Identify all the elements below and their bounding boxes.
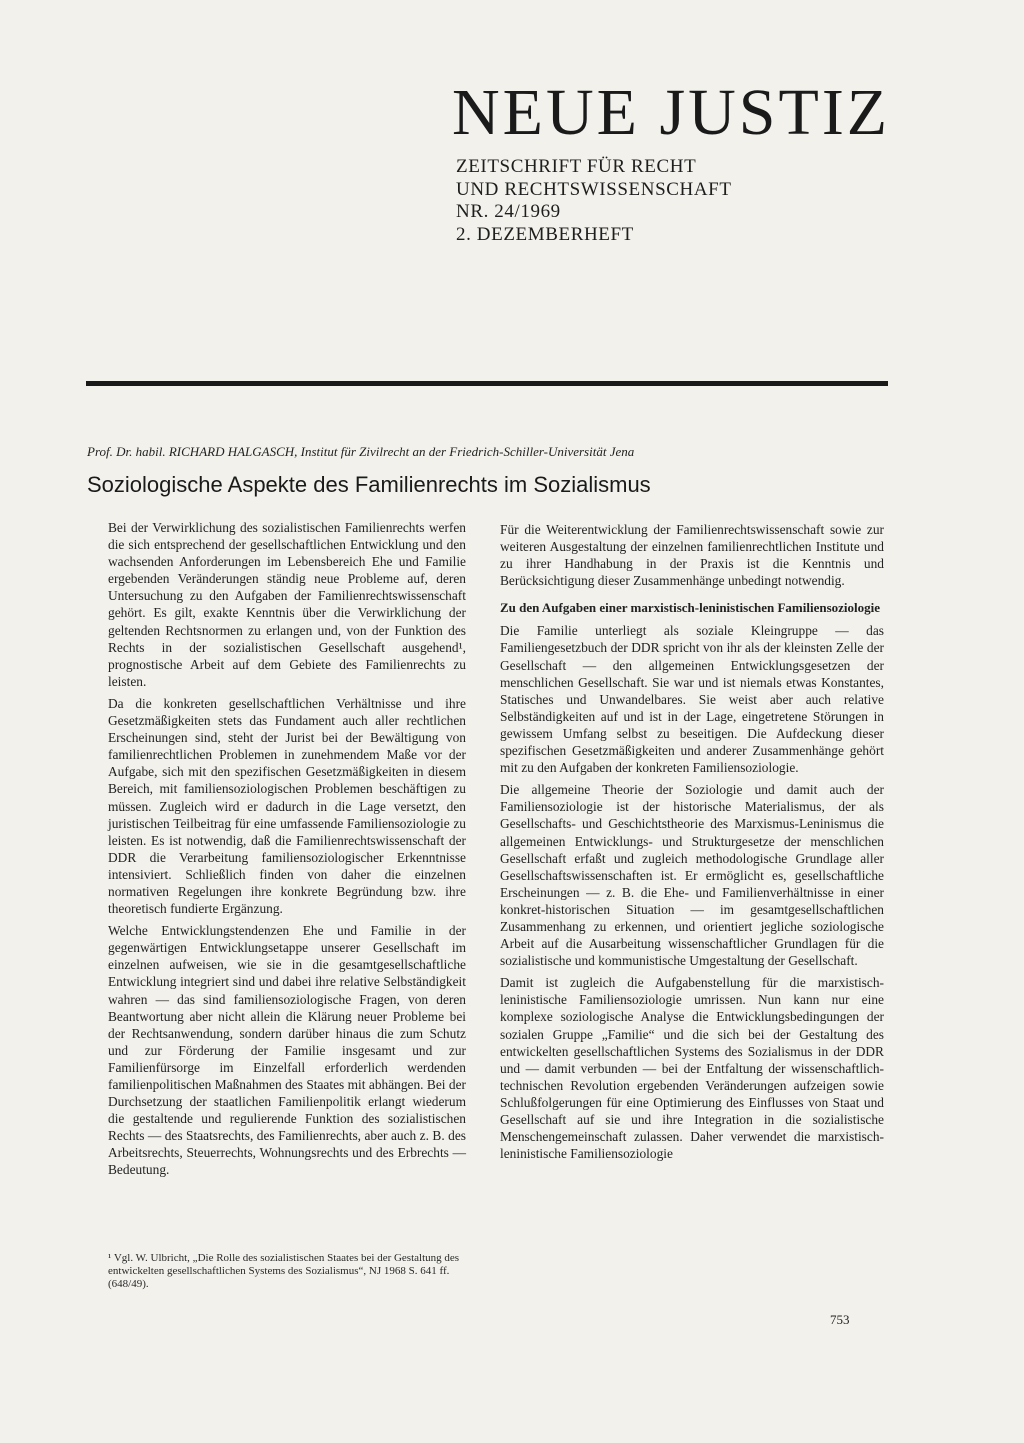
paragraph: Die Familie unterliegt als soziale Kleingruppe — das Familiengesetzbuch der DDR spricht von ihr als der kleinsten Zelle der Gesellschaft — den allgemeinen Entwicklungsgesetzen der menschlichen Gesellschaft. Sie war und ist niemals etwas Konstantes, Statisches und Unwandelbares. Sie weist aber auch relative Selbständigkeiten auf und ist in der Lage, eingetretene Störungen in gewissem Umfang selbst zu beseitigen. Die Aufdeckung dieser spezifischen Gesetzmäßigkeiten und anderer Zusammenhänge gehört mit zu den Aufgaben der konkreten Familiensoziologie.	[500, 623, 884, 776]
left-column	[108, 519, 466, 1184]
author-byline: Prof. Dr. habil. RICHARD HALGASCH, Institut für Zivilrecht an der Friedrich-Schiller-Universität Jena	[87, 444, 635, 459]
subtitle-line-2: UND RECHTSWISSENSCHAFT	[456, 178, 732, 200]
issue-number: NR. 24/1969	[456, 201, 561, 222]
edition-label: 2. DEZEMBERHEFT	[456, 223, 634, 245]
section-heading: Zu den Aufgaben einer marxistisch-leninistischen Familiensoziologie	[500, 600, 881, 616]
page-number: 753	[830, 1312, 850, 1327]
paragraph: Die allgemeine Theorie der Soziologie und damit auch der Familiensoziologie ist der historische Materialismus, der als Gesellschafts- und Geschichtstheorie des Marxismus-Leninismus die allgemeinen Entwicklungs- und Strukturgesetze der menschlichen Gesellschaft erfaßt und zugleich methodologische Grundlage aller Gesellschaftswissenschaften ist. Er ermöglicht es, gesellschaftliche Erscheinungen — z. B. die Ehe- und Familienverhältnisse in einer konkret-historischen Situation — im gesamtgesellschaftlichen Zusammenhang zu erkennen, und orientiert jegliche soziologische Arbeit auf die Ausarbeitung wissenschaftlicher Grundlagen für die sozialistische und kommunistische Umgestaltung der Gesellschaft.	[500, 782, 884, 969]
masthead-title: NEUE JUSTIZ	[452, 76, 891, 149]
footnote: ¹ Vgl. W. Ulbricht, „Die Rolle des sozialistischen Staates bei der Gestaltung des entwickelten gesellschaftlichen Systems des Sozialismus“, NJ 1968 S. 641 ff. (648/49).	[108, 1252, 460, 1290]
paragraph: Bei der Verwirklichung des sozialistischen Familienrechts werfen die sich entsprechend der gesellschaftlichen Entwicklung und den wachsenden Anforderungen im Lebensbereich Ehe und Familie ergebenden Veränderungen ständig neue Probleme auf, deren Untersuchung zu den Aufgaben der Familienrechtswissenschaft gehört. Es gilt, exakte Kenntnis über die Verwirklichung der geltenden Rechtsnormen zu erlangen und, von der Funktion des Rechts in der sozialistischen Gesellschaft ausgehend¹, prognostische Arbeit auf dem Gebiete des Familienrechts zu leisten.	[108, 520, 466, 689]
masthead-divider	[86, 381, 888, 386]
subtitle-line-1: ZEITSCHRIFT FÜR RECHT	[456, 156, 697, 177]
paragraph: Da die konkreten gesellschaftlichen Verhältnisse und ihre Gesetzmäßigkeiten stets das Fundament auch aller rechtlichen Erscheinungen sind, steht der Jurist bei der Bewältigung von familienrechtlichen Problemen in zunehmendem Maße vor der Aufgabe, sich mit den spezifischen Gesetzmäßigkeiten in diesem Bereich, mit familiensoziologischen Problemen beschäftigen zu müssen. Zugleich wird er dadurch in die Lage versetzt, den juristischen Teilbeitrag für eine umfassende Familiensoziologie zu leisten. Es ist notwendig, daß die Familienrechtswissenschaft der DDR die Verarbeitung familiensoziologischer Erkenntnisse intensiviert. Schließlich finden von daher die einzelnen normativen Regelungen ihre konkrete Begründung bzw. ihre theoretisch fundierte Ergänzung.	[108, 695, 466, 917]
article-title: Soziologische Aspekte des Familienrechts im Sozialismus	[87, 472, 651, 497]
paragraph: Damit ist zugleich die Aufgabenstellung für die marxistisch-leninistische Familiensoziologie umrissen. Nun kann nur eine komplexe soziologische Analyse die Entwicklungsbedingungen der sozialen Gruppe „Familie“ und die sich bei der Gestaltung des entwickelten gesellschaftlichen Systems des Sozialismus in der DDR und — damit verbunden — bei der Entfaltung der wissenschaftlich-technischen Revolution ergebenden Veränderungen aufzeigen sowie Schlußfolgerungen für eine Optimierung des Einflusses von Staat und Gesellschaft auf sie und ihre Integration in die sozialistische Menschengemeinschaft zulassen. Daher verwendet die marxistisch-leninistische Familiensoziologie	[500, 975, 884, 1162]
right-column	[500, 521, 884, 1167]
paragraph: Welche Entwicklungstendenzen Ehe und Familie in der gegenwärtigen Entwicklungsetappe unserer Gesellschaft im einzelnen aufweisen, wie sie in die gesamtgesellschaftliche Entwicklung integriert sind und dabei ihre relative Selbständigkeit wahren — das sind familiensoziologische Fragen, von deren Beantwortung aber nicht allein die Klärung neuer Probleme bei der Rechtsanwendung, sondern darüber hinaus die zum Schutz und zur Förderung der Familie insgesamt und zur Familienfürsorge im Einzelfall erforderlich werdenden familienpolitischen Maßnahmen des Staates mit abhängen. Bei der Durchsetzung der staatlichen Familienpolitik erlangt wiederum die gestaltende und regulierende Funktion des sozialistischen Rechts — des Staatsrechts, des Familienrechts, aber auch z. B. des Arbeitsrechts, Steuerrechts, Wohnungsrechts und des Erbrechts — Bedeutung.	[108, 923, 466, 1178]
masthead-subtitle	[456, 156, 732, 246]
paragraph: Für die Weiterentwicklung der Familienrechtswissenschaft sowie zur weiteren Ausgestaltung der einzelnen familienrechtlichen Institute und zu ihrer Handhabung in der Praxis ist die Kenntnis und Berücksichtigung dieser Zusammenhänge unbedingt notwendig.	[500, 522, 884, 589]
